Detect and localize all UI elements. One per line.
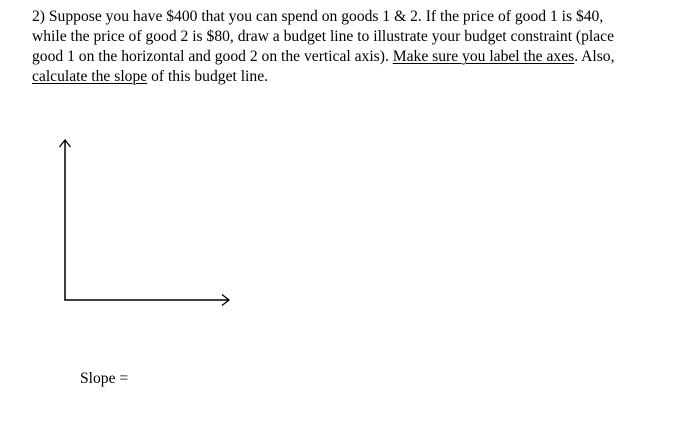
question-line-3-tail: . Also, [574,48,615,65]
question-line-4-tail: of this budget line. [147,68,269,85]
calculate-slope-instruction: calculate the slope [32,68,148,85]
question-line-2: while the price of good 2 is $80, draw a budget line to illustrate your budget constraint (place [32,28,615,45]
question-line-3-text: good 1 on the horizontal and good 2 on the vertical axis). [32,48,389,65]
label-axes-instruction: Make sure you label the axes [392,48,575,65]
question-line-1: 2) Suppose you have $400 that you can spend on goods 1 & 2. If the price of good 1 is $40, [32,8,604,25]
slope-label: Slope = [80,370,129,387]
